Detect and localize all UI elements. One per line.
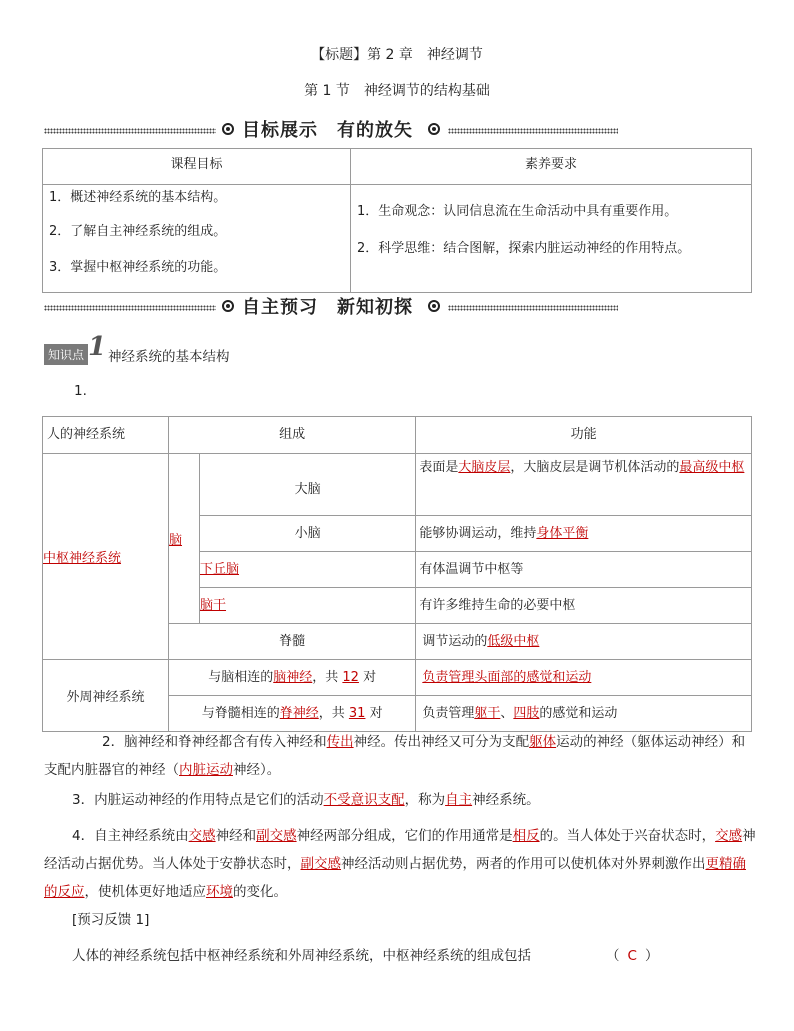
answer-cranial-nerve: 脑神经 [273,670,313,685]
text: 的感觉和运动 [539,706,618,721]
text: 4．自主神经系统由 [72,828,189,844]
literacy-col-header: 素养要求 [351,149,752,185]
text: 与脊髓相连的 [201,706,280,721]
table-header-composition: 组成 [169,417,416,454]
course-goal-item: 3．掌握中枢神经系统的功能。 [49,260,227,275]
text: 神经。传出神经又可分为支配 [353,734,530,750]
section-title: 第 1 节 神经调节的结构基础 [304,83,490,99]
text: 神经和 [215,828,257,844]
text: 表面是 [419,460,459,475]
text: 对 [358,670,377,685]
answer-spinal-nerve: 脊神经 [279,706,319,721]
literacy-cell [351,185,752,293]
answer-sympathetic: 交感 [715,828,743,844]
course-goals-cell [43,185,351,293]
table-header-function: 功能 [416,417,752,454]
knowledge-title: 神经系统的基本结构 [108,349,230,365]
spinal-cord-function [416,624,752,660]
literacy-item: 1．生命观念：认同信息流在生命活动中具有重要作用。 [357,204,678,219]
document-title: 【标题】第 2 章 神经调节 [311,47,483,63]
feedback-label: [预习反馈 1] [72,912,150,928]
cerebellum-function [416,516,752,552]
literacy-item: 2．科学思维：结合图解，探索内脏运动神经的作用特点。 [357,241,691,256]
spinal-nerves-cell [169,696,416,732]
answer-cerebral-cortex: 大脑皮层 [458,460,511,475]
circle-icon [222,300,234,312]
item-1-number: 1. [74,383,87,399]
brainstem-label: 脑干 [200,598,227,613]
brain-label: 脑 [169,533,183,548]
answer-body: 躯体 [529,734,557,750]
spinal-cord-label: 脊髓 [169,624,416,660]
text: 调节运动的 [422,634,488,649]
answer-parasympathetic: 副交感 [256,828,297,844]
central-nervous-cell [43,454,169,660]
central-nervous-label: 中枢神经系统 [43,551,122,566]
text: 与脑相连的 [208,670,274,685]
text: ，共 [318,706,349,721]
brainstem-function: 有许多维持生命的必要中枢 [416,588,752,624]
cerebrum-label: 大脑 [200,454,416,516]
knowledge-badge-number: 1 [88,332,107,362]
brain-cell [169,454,200,624]
cranial-nerves-cell [169,660,416,696]
answer-more-precise: 更精确的反应 [44,856,746,900]
text: 、 [500,706,514,721]
hypothalamus-label: 下丘脑 [200,562,240,577]
text: 对 [365,706,383,721]
answer-efferent: 传出 [326,734,354,750]
goals-col-header: 课程目标 [43,149,351,185]
brainstem-cell [200,588,416,624]
answer-body-balance: 身体平衡 [536,526,589,541]
banner-goals-text: 目标展示 有的放矢 [242,120,413,141]
text: 神经两部分组成，它们的作用通常是 [296,828,513,844]
nerve-system-table [42,416,752,732]
answer-sympathetic: 交感 [188,828,216,844]
answer-low-center: 低级中枢 [487,634,540,649]
circle-icon [428,123,440,135]
answer-highest-center: 最高级中枢 [679,460,745,475]
text: 神经活动占据优势。当人体处于安静状态时， [44,828,756,872]
answer-limbs: 四肢 [513,706,540,721]
circle-icon [428,300,440,312]
text: 神经活动则占据优势，两者的作用可以使机体对外界刺激作出 [341,856,706,872]
paragraph-4 [44,822,756,906]
answer-environment: 环境 [206,884,233,900]
answer-trunk: 躯干 [474,706,501,721]
hypothalamus-function: 有体温调节中枢等 [416,552,752,588]
cranial-nerves-function [416,660,752,696]
banner-goals [44,116,752,142]
peripheral-nervous-label: 外周神经系统 [43,660,169,732]
answer-not-conscious: 不受意识支配 [323,792,405,808]
answer-head-face: 负责管理头面部的感觉和运动 [422,670,592,685]
text: ） [644,948,659,964]
paragraph-2 [44,728,756,784]
text: 能够协调运动，维持 [419,526,537,541]
knowledge-badge-label: 知识点 [44,344,88,365]
feedback-answer [606,944,666,964]
course-goal-item: 1．概述神经系统的基本结构。 [49,190,227,205]
text: ，称为 [404,792,446,808]
answer-autonomic: 自主 [445,792,473,808]
text: ，大脑皮层是调节机体活动的 [510,460,680,475]
course-goal-item: 2．了解自主神经系统的组成。 [49,224,227,239]
text: 运动的神经（躯体运动神经）和支配内脏器官的神经（ [44,734,746,778]
text: 负责管理 [422,706,475,721]
cerebrum-function [416,454,752,516]
hypothalamus-cell [200,552,416,588]
text: 3．内脏运动神经的作用特点是它们的活动 [72,792,324,808]
text: 2．脑神经和脊神经都含有传入神经和 [102,734,327,750]
text: ，使机体更好地适应 [84,884,206,900]
answer-parasympathetic: 副交感 [300,856,341,872]
text: （ [606,948,620,964]
goals-table [42,148,752,293]
circle-icon [222,123,234,135]
text: 的。当人体处于兴奋状态时， [539,828,716,844]
answer-31: 31 [348,706,366,721]
answer-opposite: 相反 [512,828,540,844]
answer-12: 12 [342,670,359,685]
paragraph-3 [44,786,756,814]
table-header-system: 人的神经系统 [43,417,169,454]
answer-letter: C [627,948,637,964]
text: ，共 [312,670,343,685]
feedback-question: 人体的神经系统包括中枢神经系统和外周神经系统，中枢神经系统的组成包括 [72,948,531,964]
answer-visceral-motor: 内脏运动 [179,762,233,778]
cerebellum-label: 小脑 [200,516,416,552]
knowledge-badge [44,332,107,362]
text: 的变化。 [233,884,287,900]
banner-preview-text: 自主预习 新知初探 [242,297,413,318]
text: 神经）。 [233,762,281,778]
text: 神经系统。 [472,792,540,808]
banner-preview [44,293,752,319]
spinal-nerves-function [416,696,752,732]
